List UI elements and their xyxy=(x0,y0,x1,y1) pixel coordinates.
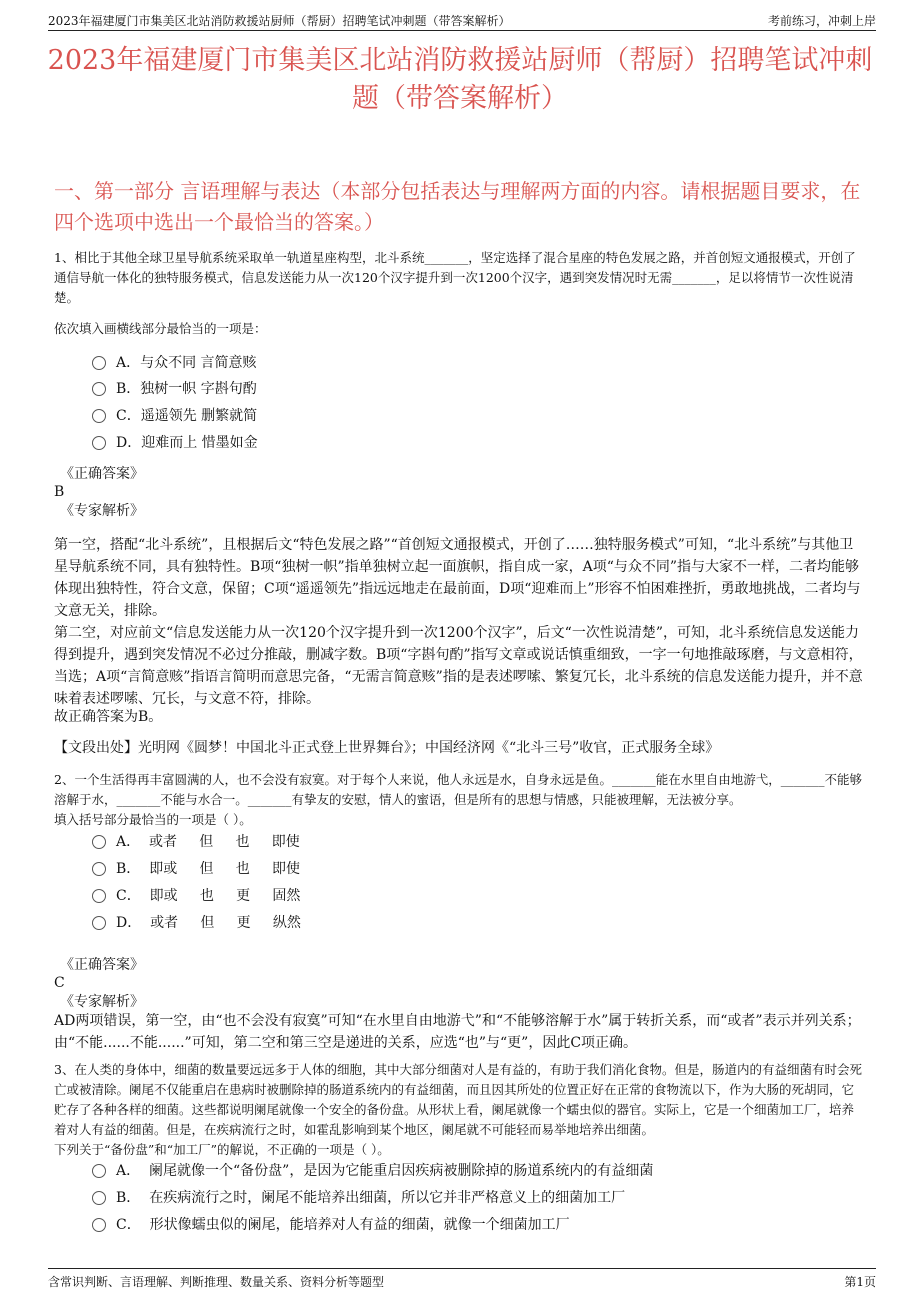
question-1-option-b[interactable]: B．独树一帜 字斟句酌 xyxy=(92,378,257,400)
question-1-option-a[interactable]: A．与众不同 言简意赅 xyxy=(92,352,257,374)
radio-icon[interactable] xyxy=(92,916,106,930)
question-3-option-b[interactable]: B． 在疾病流行之时，阑尾不能培养出细菌，所以它并非严格意义上的细菌加工厂 xyxy=(92,1187,625,1209)
question-2-analysis: AD两项错误，第一空，由“也不会没有寂寞”可知“在水里自由地游弋”和“不能够溶解于水”属于转折关系，而“或者”表示并列关系；由“不能......不能......”可知，第二空和第三空是递进的关系，应选“也”与“更”，因此C项正确。 xyxy=(54,1013,861,1051)
question-3-stem: 3、在人类的身体中，细菌的数量要远远多于人体的细胞，其中大部分细菌对人是有益的，有助于我们消化食物。但是，肠道内的有益细菌有时会死亡或被清除。阑尾不仅能重启在患病时被删除掉的肠道系统内的有益细菌，而且因其所处的位置正好在正常的食物流以下，作为大肠的死胡同，它贮存了各种各样的细菌。这些都说明阑尾就像一个安全的备份盘。从形状上看，阑尾就像一个蠕虫似的器官。实际上，它是一个细菌加工厂，培养着对人有益的细菌。但是，在疾病流行之时，如霍乱影响到某个地区，阑尾就不可能轻而易举地培养出细菌。 xyxy=(54,1062,862,1137)
radio-icon[interactable] xyxy=(92,1191,106,1205)
question-1-answer: B xyxy=(54,484,65,500)
question-1-answer-label: 《正确答案》 xyxy=(60,466,144,482)
question-3-option-a[interactable]: A． 阑尾就像一个“备份盘”，是因为它能重启因疾病被删除掉的肠道系统内的有益细菌 xyxy=(92,1160,653,1182)
question-3-option-c[interactable]: C． 形状像蠕虫似的阑尾，能培养对人有益的细菌，就像一个细菌加工厂 xyxy=(92,1214,570,1236)
radio-icon[interactable] xyxy=(92,436,106,450)
radio-icon[interactable] xyxy=(92,382,106,396)
question-1-analysis-p3: 故正确答案为B。 xyxy=(54,709,163,725)
radio-icon[interactable] xyxy=(92,889,106,903)
question-2-prompt: 填入括号部分最恰当的一项是（ ）。 xyxy=(54,812,252,827)
radio-icon[interactable] xyxy=(92,862,106,876)
radio-icon[interactable] xyxy=(92,409,106,423)
footer-topics: 含常识判断、言语理解、判断推理、数量关系、资料分析等题型 xyxy=(48,1275,385,1289)
question-1-source: 【文段出处】光明网《圆梦！中国北斗正式登上世界舞台》；中国经济网《“北斗三号”收官，正式服务全球》 xyxy=(54,740,720,756)
question-1-option-d[interactable]: D．迎难而上 惜墨如金 xyxy=(92,432,258,454)
radio-icon[interactable] xyxy=(92,1164,106,1178)
header-doc-title: 2023年福建厦门市集美区北站消防救援站厨师（帮厨）招聘笔试冲刺题（带答案解析） xyxy=(48,14,511,28)
question-1-analysis-label: 《专家解析》 xyxy=(60,503,144,519)
section-heading: 一、第一部分 言语理解与表达（本部分包括表达与理解两方面的内容。请根据题目要求，在四个选项中选出一个最恰当的答案。） xyxy=(54,179,861,234)
page-header xyxy=(48,10,876,31)
page-number: 第1页 xyxy=(844,1275,876,1289)
question-2-option-a[interactable]: A． 或者 但 也 即使 xyxy=(92,831,300,853)
question-2-answer-label: 《正确答案》 xyxy=(60,957,144,973)
page-footer xyxy=(48,1268,876,1289)
radio-icon[interactable] xyxy=(92,835,106,849)
question-3-prompt: 下列关于“备份盘”和“加工厂”的解说，不正确的一项是（ ）。 xyxy=(54,1142,390,1157)
question-1-stem: 1、相比于其他全球卫星导航系统采取单一轨道星座构型，北斗系统_______，坚定选择了混合星座的特色发展之路，并首创短文通报模式，开创了通信导航一体化的独特服务模式，信息发送能力从一次120个汉字提升到一次1200个汉字，遇到突发情况时无需_______，足以将情节一次性说清楚。 xyxy=(54,250,856,305)
question-1-analysis-p1: 第一空，搭配“北斗系统”，且根据后文“特色发展之路”“首创短文通报模式，开创了……独特服务模式”可知，“北斗系统”与其他卫星导航系统不同，具有独特性。B项“独树一帜”指单独树立起一面旗帜，指自成一家，A项“与众不同”指与大家不一样，二者均能够体现出独特性，符合文意，保留；C项“遥遥领先”指远远地走在最前面，D项“迎难而上”形容不怕困难挫折，勇敢地挑战，二者均与文意无关，排除。 xyxy=(54,537,861,619)
question-2-answer: C xyxy=(54,975,65,991)
question-2-analysis-label: 《专家解析》 xyxy=(60,994,144,1010)
question-2-option-d[interactable]: D． 或者 但 更 纵然 xyxy=(92,912,301,934)
header-slogan: 考前练习，冲刺上岸 xyxy=(767,14,876,28)
question-2-stem: 2、一个生活得再丰富圆满的人，也不会没有寂寞。对于每个人来说，他人永远是水，自身永远是鱼。_______能在水里自由地游弋，_______不能够溶解于水，_______不能与水合一。_______有挚友的安慰，情人的蜜语，但是所有的思想与情感，只能被理解，无法被分享。 xyxy=(54,772,862,807)
question-1-prompt: 依次填入画横线部分最恰当的一项是： xyxy=(54,321,267,336)
question-2-option-c[interactable]: C． 即或 也 更 固然 xyxy=(92,885,300,907)
question-2-option-b[interactable]: B． 即或 但 也 即使 xyxy=(92,858,300,880)
radio-icon[interactable] xyxy=(92,356,106,370)
radio-icon[interactable] xyxy=(92,1218,106,1232)
document-title: 2023年福建厦门市集美区北站消防救援站厨师（帮厨）招聘笔试冲刺题（带答案解析） xyxy=(47,45,873,114)
question-1-analysis-p2: 第二空，对应前文“信息发送能力从一次120个汉字提升到一次1200个汉字”，后文“一次性说清楚”，可知，北斗系统信息发送能力得到提升，遇到突发情况不必过分推敲，删减字数。B项“字斟句酌”指写文章或说话慎重细致，一字一句地推敲琢磨，与文意相符，当选；A项“言简意赅”指语言简明而意思完备，“无需言简意赅”指的是表述啰嗦、繁复冗长，北斗系统的信息发送能力提升，并不意味着表述啰嗦、冗长，与文意不符，排除。 xyxy=(54,625,863,707)
question-1-option-c[interactable]: C．遥遥领先 删繁就简 xyxy=(92,405,257,427)
